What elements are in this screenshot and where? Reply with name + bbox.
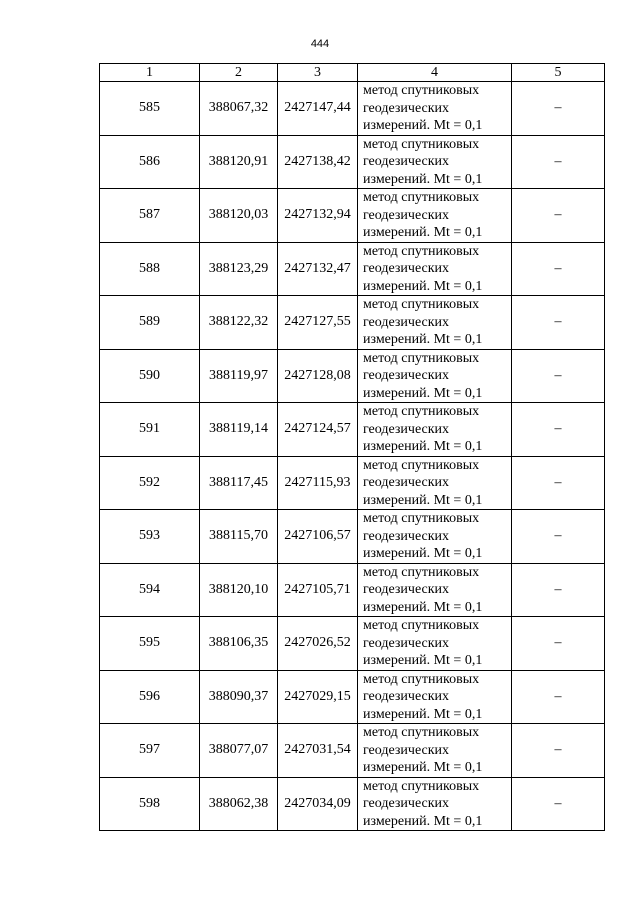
table-row	[100, 510, 605, 564]
x-coordinate-cell: 388123,29	[200, 242, 278, 296]
coordinates-table	[99, 63, 605, 831]
y-coordinate-cell: 2427124,57	[278, 403, 358, 457]
method-line: измерений. Mt = 0,1	[363, 706, 483, 722]
y-coordinate-cell: 2427115,93	[278, 456, 358, 510]
y-coordinate-cell: 2427132,47	[278, 242, 358, 296]
method-line: измерений. Mt = 0,1	[363, 760, 483, 775]
y-coordinate-cell: 2427147,44	[278, 82, 358, 136]
method-line: метод спутниковых	[363, 511, 480, 526]
method-line: метод спутниковых	[363, 350, 480, 366]
note-cell: –	[512, 777, 605, 831]
method-line: геодезических	[363, 742, 450, 758]
method-line: метод спутниковых	[363, 725, 480, 740]
table-row	[100, 82, 605, 136]
column-header: 5	[512, 64, 605, 82]
method-line: измерений. Mt = 0,1	[363, 599, 483, 615]
method-line: измерений. Mt = 0,1	[363, 225, 483, 240]
point-number-cell: 590	[100, 349, 200, 403]
method-line: измерений. Mt = 0,1	[363, 385, 483, 401]
method-cell	[358, 135, 512, 189]
method-cell	[358, 403, 512, 457]
y-coordinate-cell: 2427138,42	[278, 135, 358, 189]
note-cell: –	[512, 296, 605, 350]
method-cell	[358, 670, 512, 724]
method-line: геодезических	[363, 528, 450, 544]
method-line: измерений. Mt = 0,1	[363, 546, 483, 561]
y-coordinate-cell: 2427128,08	[278, 349, 358, 403]
method-line: метод спутниковых	[363, 136, 480, 152]
method-line: измерений. Mt = 0,1	[363, 653, 483, 668]
point-number-cell: 593	[100, 510, 200, 564]
table-row	[100, 456, 605, 510]
point-number-cell: 592	[100, 456, 200, 510]
method-line: геодезических	[363, 421, 450, 437]
note-cell: –	[512, 189, 605, 243]
method-line: метод спутниковых	[363, 404, 480, 419]
note-cell: –	[512, 82, 605, 136]
y-coordinate-cell: 2427105,71	[278, 563, 358, 617]
table-row	[100, 403, 605, 457]
point-number-cell: 589	[100, 296, 200, 350]
point-number-cell: 598	[100, 777, 200, 831]
method-line: измерений. Mt = 0,1	[363, 118, 483, 133]
column-header: 3	[278, 64, 358, 82]
method-line: измерений. Mt = 0,1	[363, 278, 483, 294]
y-coordinate-cell: 2427026,52	[278, 617, 358, 671]
note-cell: –	[512, 456, 605, 510]
x-coordinate-cell: 388117,45	[200, 456, 278, 510]
method-line: измерений. Mt = 0,1	[363, 332, 483, 347]
method-line: геодезических	[363, 207, 450, 223]
y-coordinate-cell: 2427031,54	[278, 724, 358, 778]
method-line: геодезических	[363, 154, 450, 169]
note-cell: –	[512, 349, 605, 403]
method-line: метод спутниковых	[363, 618, 480, 633]
point-number-cell: 596	[100, 670, 200, 724]
x-coordinate-cell: 388067,32	[200, 82, 278, 136]
x-coordinate-cell: 388119,14	[200, 403, 278, 457]
method-line: метод спутниковых	[363, 778, 480, 794]
method-cell	[358, 617, 512, 671]
method-line: геодезических	[363, 635, 450, 651]
method-cell	[358, 189, 512, 243]
point-number-cell: 597	[100, 724, 200, 778]
method-cell	[358, 349, 512, 403]
note-cell: –	[512, 242, 605, 296]
x-coordinate-cell: 388077,07	[200, 724, 278, 778]
note-cell: –	[512, 403, 605, 457]
table-row	[100, 296, 605, 350]
method-line: геодезических	[363, 314, 450, 330]
method-cell	[358, 296, 512, 350]
column-header: 2	[200, 64, 278, 82]
method-cell	[358, 563, 512, 617]
point-number-cell: 594	[100, 563, 200, 617]
method-line: геодезических	[363, 796, 450, 811]
table-row	[100, 242, 605, 296]
x-coordinate-cell: 388115,70	[200, 510, 278, 564]
method-line: геодезических	[363, 689, 450, 704]
x-coordinate-cell: 388062,38	[200, 777, 278, 831]
column-header: 4	[358, 64, 512, 82]
method-line: метод спутниковых	[363, 190, 480, 205]
method-line: метод спутниковых	[363, 457, 480, 473]
table-row	[100, 349, 605, 403]
method-cell	[358, 510, 512, 564]
note-cell: –	[512, 670, 605, 724]
page-number: 444	[310, 38, 330, 50]
method-line: метод спутниковых	[363, 671, 480, 687]
x-coordinate-cell: 388119,97	[200, 349, 278, 403]
point-number-cell: 586	[100, 135, 200, 189]
method-line: измерений. Mt = 0,1	[363, 439, 483, 454]
table-row	[100, 617, 605, 671]
method-line: метод спутниковых	[363, 83, 480, 98]
note-cell: –	[512, 617, 605, 671]
method-cell	[358, 724, 512, 778]
header-row	[100, 64, 605, 82]
method-cell	[358, 777, 512, 831]
method-cell	[358, 82, 512, 136]
table-row	[100, 135, 605, 189]
method-line: метод спутниковых	[363, 297, 480, 312]
y-coordinate-cell: 2427127,55	[278, 296, 358, 350]
point-number-cell: 595	[100, 617, 200, 671]
y-coordinate-cell: 2427106,57	[278, 510, 358, 564]
method-line: геодезических	[363, 261, 450, 276]
note-cell: –	[512, 724, 605, 778]
point-number-cell: 591	[100, 403, 200, 457]
method-cell	[358, 456, 512, 510]
note-cell: –	[512, 563, 605, 617]
method-line: измерений. Mt = 0,1	[363, 171, 483, 187]
x-coordinate-cell: 388106,35	[200, 617, 278, 671]
x-coordinate-cell: 388120,91	[200, 135, 278, 189]
y-coordinate-cell: 2427132,94	[278, 189, 358, 243]
column-header: 1	[100, 64, 200, 82]
x-coordinate-cell: 388122,32	[200, 296, 278, 350]
y-coordinate-cell: 2427029,15	[278, 670, 358, 724]
point-number-cell: 588	[100, 242, 200, 296]
point-number-cell: 585	[100, 82, 200, 136]
method-line: геодезических	[363, 100, 450, 116]
table-row	[100, 189, 605, 243]
x-coordinate-cell: 388120,03	[200, 189, 278, 243]
point-number-cell: 587	[100, 189, 200, 243]
method-cell	[358, 242, 512, 296]
method-line: измерений. Mt = 0,1	[363, 492, 483, 508]
method-line: метод спутниковых	[363, 564, 480, 580]
table-row	[100, 670, 605, 724]
table-row	[100, 724, 605, 778]
x-coordinate-cell: 388120,10	[200, 563, 278, 617]
table-row	[100, 777, 605, 831]
note-cell: –	[512, 510, 605, 564]
table-row	[100, 563, 605, 617]
method-line: геодезических	[363, 368, 450, 383]
method-line: метод спутниковых	[363, 243, 480, 259]
x-coordinate-cell: 388090,37	[200, 670, 278, 724]
method-line: измерений. Mt = 0,1	[363, 813, 483, 829]
method-line: геодезических	[363, 475, 450, 490]
note-cell: –	[512, 135, 605, 189]
method-line: геодезических	[363, 582, 450, 597]
y-coordinate-cell: 2427034,09	[278, 777, 358, 831]
